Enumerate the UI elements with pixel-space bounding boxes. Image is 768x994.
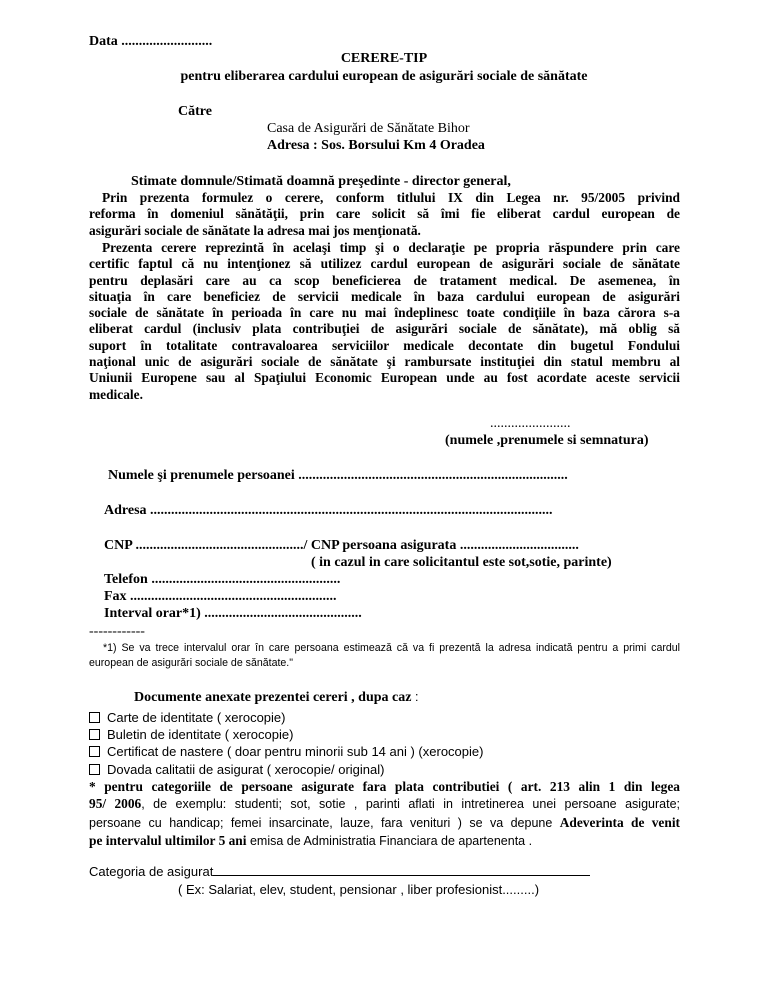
note-text: persoane cu handicap; femei insarcinate, lauze, fara venituri ) se va depune bbox=[89, 815, 560, 830]
category-example: ( Ex: Salariat, elev, student, pensionar , liber profesionist.........) bbox=[178, 882, 540, 897]
salutation: Stimate domnule/Stimată doamnă preşedinte - director general, bbox=[131, 174, 511, 189]
addressee-to: Către bbox=[178, 104, 212, 119]
p2-line: eliberat cardul (inclusiv plata contribuţiei de asigurări sociale de sănătate), mă oblig să bbox=[89, 321, 680, 337]
name-field[interactable]: Numele şi prenumele persoanei ............................................................................. bbox=[108, 468, 568, 483]
p1-line: asigurări sociale de sănătate la adresa mai jos menţionată. bbox=[89, 222, 421, 238]
document-checkbox-item[interactable] bbox=[89, 710, 285, 725]
footnote-line: *1) Se va trece intervalul orar în care persoana estimează că va fi prezentă la adresa indicată pentru a primi cardul bbox=[103, 642, 680, 654]
cnp-field[interactable]: CNP ................................................/ CNP persoana asigurata .................................. bbox=[104, 538, 579, 553]
note-examples: , de exemplu: studenti; sot, sotie , parinti aflati in intretinerea unei persoane asigurate; bbox=[141, 797, 680, 812]
document-checkbox-item[interactable] bbox=[89, 762, 384, 777]
form-subtitle: pentru eliberarea cardului european de asigurări sociale de sănătate bbox=[180, 69, 588, 84]
date-line: Data .......................... bbox=[89, 34, 213, 49]
paragraph-1 bbox=[89, 190, 680, 239]
paragraph-2 bbox=[89, 240, 680, 403]
checkbox-icon[interactable] bbox=[89, 729, 100, 740]
checkbox-icon[interactable] bbox=[89, 746, 100, 757]
document-item-label: Dovada calitatii de asigurat ( xerocopie/ original) bbox=[107, 762, 385, 777]
document-item-label: Certificat de nastere ( doar pentru minorii sub 14 ani ) (xerocopie) bbox=[107, 744, 484, 759]
p2-line: naţional unic de asigurări sociale de sănătate şi rambursate instituţiei din statul membru al bbox=[89, 354, 680, 370]
note-interval: pe intervalul ultimilor 5 ani bbox=[89, 832, 247, 848]
p1-line: reforma în domeniul sănătăţii, prin care solicit să îmi fie eliberat cardul european de bbox=[89, 206, 680, 222]
document-item-label: Buletin de identitate ( xerocopie) bbox=[107, 727, 294, 742]
form-title: CERERE-TIP bbox=[340, 51, 428, 66]
p2-line: Uniunii Europene sau al Spaţiului Economic European unde au fost acordate aceste servicii bbox=[89, 370, 680, 386]
documents-heading-colon: : bbox=[414, 690, 419, 704]
document-item-label: Carte de identitate ( xerocopie) bbox=[107, 710, 286, 725]
note-line-4 bbox=[89, 832, 680, 850]
category-row bbox=[89, 864, 590, 879]
fax-field[interactable]: Fax ........................................................... bbox=[104, 589, 337, 604]
documents-heading bbox=[134, 690, 418, 706]
addressee-address: Adresa : Sos. Borsului Km 4 Oradea bbox=[267, 138, 485, 153]
p1-line: Prin prezenta formulez o cerere, conform titlului IX din Legea nr. 95/2005 privind bbox=[102, 190, 680, 205]
checkbox-icon[interactable] bbox=[89, 712, 100, 723]
addressee-institution: Casa de Asigurări de Sănătate Bihor bbox=[267, 121, 470, 136]
note-issuer: emisa de Administratia Financiara de apartenenta . bbox=[246, 833, 533, 848]
note-line-3 bbox=[89, 814, 680, 832]
note-line-2 bbox=[89, 795, 680, 813]
note-line-1: * pentru categoriile de persoane asigurate fara plata contributiei ( art. 213 alin 1 din legea bbox=[89, 779, 680, 794]
exemption-note bbox=[89, 778, 680, 850]
address-field[interactable]: Adresa ................................................................................................................... bbox=[104, 503, 553, 518]
footnote-rule: ------------ bbox=[89, 624, 145, 639]
document-checkbox-item[interactable] bbox=[89, 727, 293, 742]
p2-line: medicale. bbox=[89, 386, 143, 402]
documents-heading-text: Documente anexate prezentei cereri , dupa caz bbox=[134, 690, 412, 705]
footnote-line: european de asigurări sociale de sănătate." bbox=[89, 657, 294, 669]
cnp-note: ( in cazul in care solicitantul este sot,sotie, parinte) bbox=[311, 555, 612, 570]
note-income-certificate: Adeverinta de venit bbox=[559, 814, 680, 830]
signature-label: (numele ,prenumele si semnatura) bbox=[445, 433, 649, 448]
document-checkbox-item[interactable] bbox=[89, 744, 483, 759]
note-law-ref: 95/ 2006 bbox=[89, 796, 142, 812]
footnote bbox=[89, 641, 680, 671]
interval-field[interactable]: Interval orar*1) ............................................. bbox=[104, 606, 362, 621]
phone-field[interactable]: Telefon ...................................................... bbox=[104, 572, 341, 587]
p2-line: situaţia în care beneficiez de servicii medicale în baza cardului european de asigurări bbox=[89, 288, 680, 304]
p2-line: pentru deplasări care au ca scop beneficierea de tratament medical. De asemenea, în bbox=[89, 272, 680, 288]
checkbox-icon[interactable] bbox=[89, 764, 100, 775]
signature-dots: ....................... bbox=[490, 416, 571, 431]
p2-line: suport în totalitate contravaloarea serviciilor medicale decontate din bugetul Fondului bbox=[89, 337, 680, 353]
p2-line: sociale de sănătate în perioada în care nu mai îndeplinesc toate condiţiile în baza cărora s-a bbox=[89, 305, 680, 321]
category-label: Categoria de asigurat bbox=[89, 864, 214, 879]
p2-line: certific faptul că nu intenţionez să utilizez cardul european de asigurări sociale de sănătate bbox=[89, 256, 680, 272]
category-input-line[interactable] bbox=[213, 864, 590, 876]
p2-line: Prezenta cerere reprezintă în acelaşi timp şi o declaraţie pe propria răspundere prin care bbox=[102, 240, 680, 255]
